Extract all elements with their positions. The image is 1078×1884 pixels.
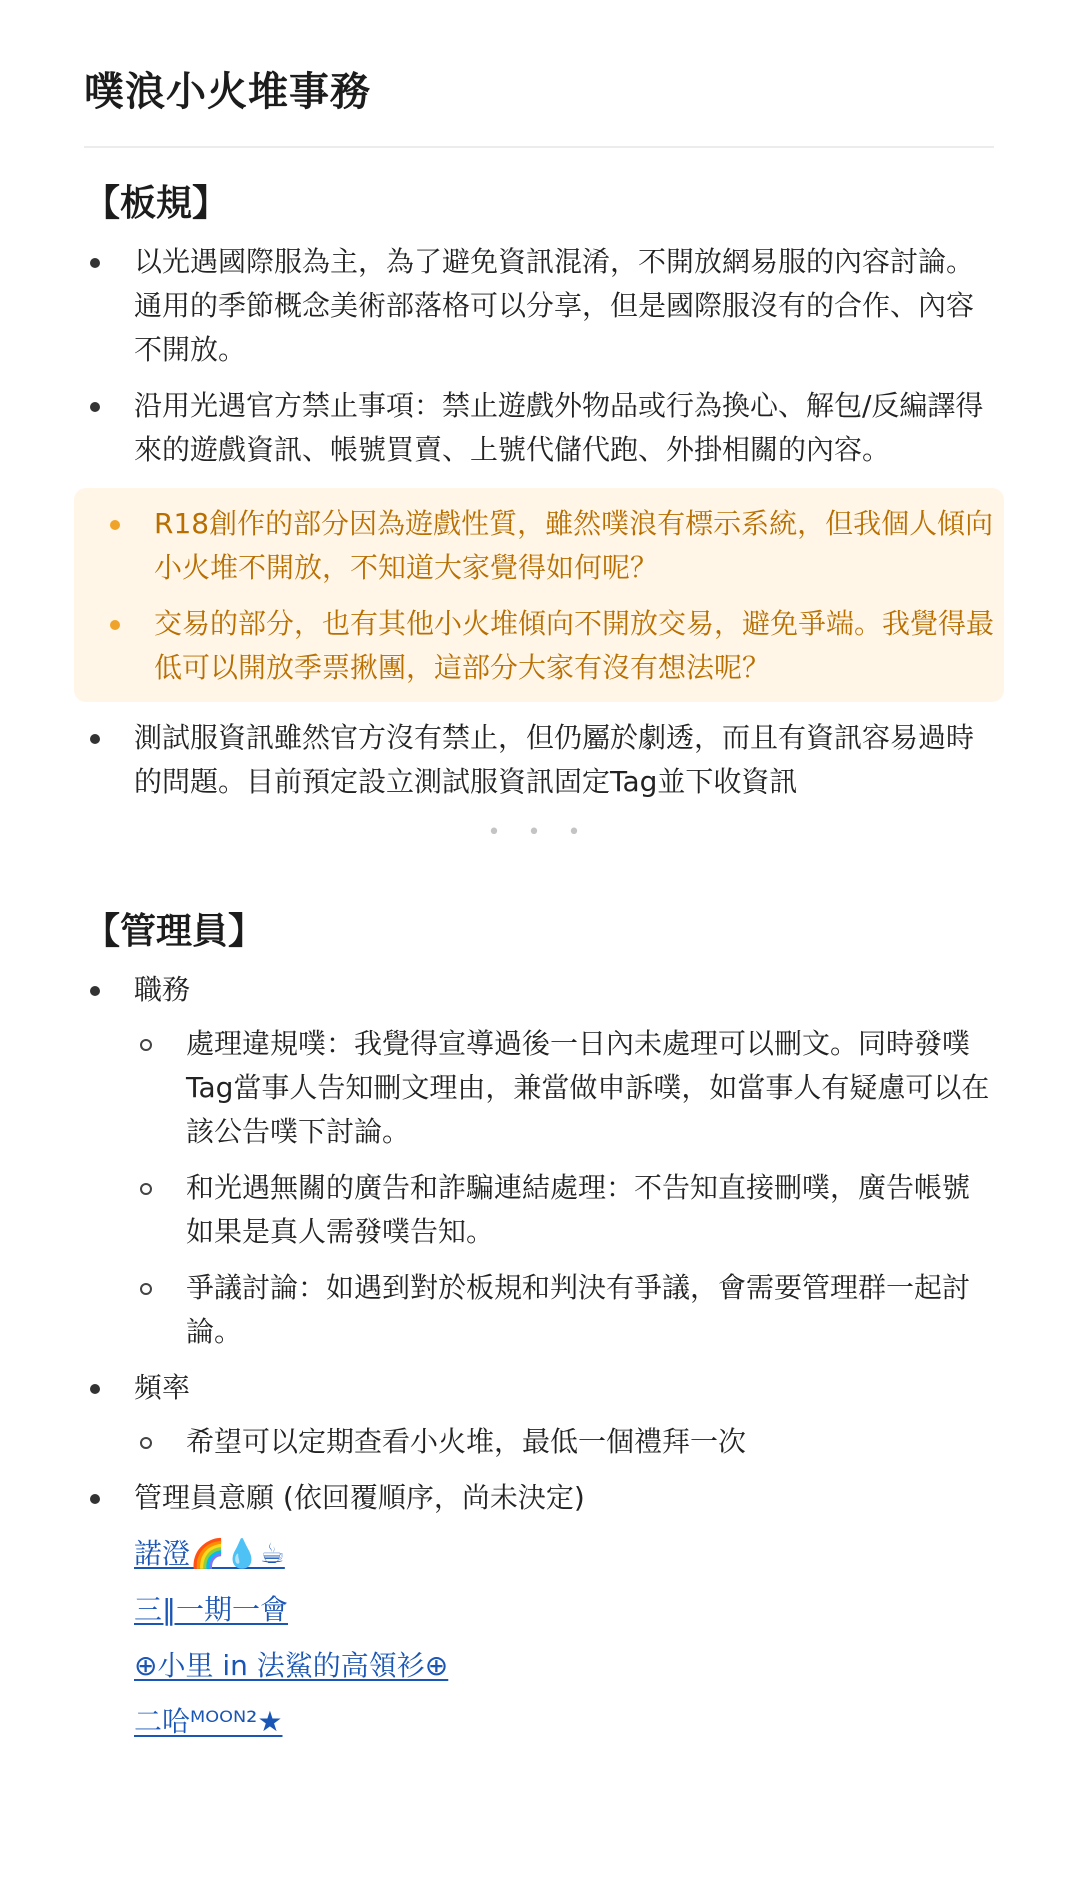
highlight-item [84, 602, 994, 690]
list-item [84, 716, 994, 804]
admin-heading: 【管理員】 [84, 911, 265, 952]
sub-list-item [134, 1266, 994, 1354]
bullet-icon [90, 1384, 100, 1394]
list-item [84, 240, 994, 372]
admin-list [84, 968, 994, 1520]
volunteer-links [84, 1532, 994, 1744]
bullet-icon [90, 258, 100, 268]
volunteer-item [134, 1644, 994, 1688]
bullet-icon [110, 620, 120, 630]
frequency-sublist [134, 1420, 994, 1464]
sub-list-item [134, 1166, 994, 1254]
title-divider [84, 146, 994, 148]
user-link[interactable]: ⊕小里 in 法鯊的高領衫⊕ [134, 1649, 449, 1682]
highlight-item-text: 交易的部分，也有其他小火堆傾向不開放交易，避免爭端。我覺得最低可以開放季票揪團，這部分大家有沒有想法呢？ [154, 607, 995, 684]
bullet-icon [90, 734, 100, 744]
sub-item-text: 和光遇無關的廣告和詐騙連結處理：不告知直接刪噗，廣告帳號如果是真人需發噗告知。 [186, 1171, 971, 1248]
list-item-frequency [84, 1366, 994, 1464]
page-title: 噗浪小火堆事務 [84, 69, 371, 115]
bullet-icon [90, 1494, 100, 1504]
circle-bullet-icon [140, 1183, 152, 1195]
list-item-text: 職務 [134, 973, 191, 1006]
list-item-volunteers [84, 1476, 994, 1520]
sub-list-item [134, 1022, 994, 1154]
highlight-list [84, 502, 994, 690]
circle-bullet-icon [140, 1437, 152, 1449]
sub-item-text: 爭議討論：如遇到對於板規和判決有爭議，會需要管理群一起討論。 [186, 1271, 971, 1348]
more-ellipsis[interactable]: • • • [487, 820, 591, 845]
list-item [84, 384, 994, 472]
bullet-icon [90, 402, 100, 412]
rules-heading: 【板規】 [84, 183, 229, 224]
user-link[interactable]: 二哈ᴹᴼᴼᴺ²★ [134, 1705, 283, 1738]
bullet-icon [110, 520, 120, 530]
list-item-text: 以光遇國際服為主，為了避免資訊混淆，不開放網易服的內容討論。通用的季節概念美術部落格可以分享，但是國際服沒有的合作、內容不開放。 [134, 245, 975, 366]
volunteer-item [134, 1588, 994, 1632]
user-link[interactable]: 諾澄🌈💧☕ [134, 1537, 285, 1570]
highlight-item-text: R18創作的部分因為遊戲性質，雖然噗浪有標示系統，但我個人傾向小火堆不開放，不知道大家覺得如何呢？ [154, 507, 994, 584]
sub-item-text: 希望可以定期查看小火堆，最低一個禮拜一次 [186, 1425, 747, 1458]
list-item-text: 管理員意願 (依回覆順序，尚未決定) [134, 1481, 585, 1514]
document [84, 0, 994, 1756]
rules-list-continued [84, 716, 994, 804]
highlight-item [84, 502, 994, 590]
volunteer-item [134, 1700, 994, 1744]
circle-bullet-icon [140, 1039, 152, 1051]
highlight-callout [74, 488, 1004, 702]
circle-bullet-icon [140, 1283, 152, 1295]
sub-list-item [134, 1420, 994, 1464]
rules-list [84, 240, 994, 472]
list-item-text: 頻率 [134, 1371, 191, 1404]
bullet-icon [90, 986, 100, 996]
volunteer-item [134, 1532, 994, 1576]
sub-item-text: 處理違規噗：我覺得宣導過後一日內未處理可以刪文。同時發噗Tag當事人告知刪文理由，兼當做申訴噗，如當事人有疑慮可以在該公告噗下討論。 [186, 1027, 990, 1148]
list-item-text: 沿用光遇官方禁止事項：禁止遊戲外物品或行為換心、解包/反編譯得來的遊戲資訊、帳號買賣、上號代儲代跑、外掛相關的內容。 [134, 389, 984, 466]
list-item-text: 測試服資訊雖然官方沒有禁止，但仍屬於劇透，而且有資訊容易過時的問題。目前預定設立測試服資訊固定Tag並下收資訊 [134, 721, 975, 798]
list-item-duties [84, 968, 994, 1354]
user-link[interactable]: 三‖一期一會 [134, 1593, 289, 1626]
duties-sublist [134, 1022, 994, 1354]
